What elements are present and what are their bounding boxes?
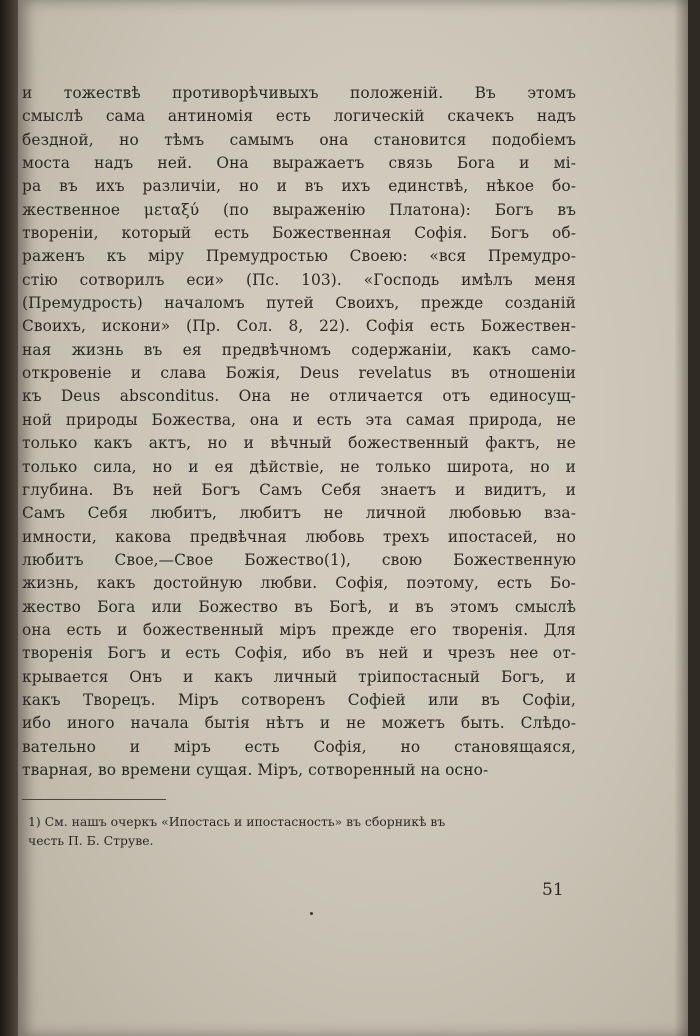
body-line: имности, какова предвѣчная любовь трехъ ипостасей, но bbox=[22, 527, 576, 546]
body-line: (Премудрость) началомъ путей Своихъ, прежде созданій bbox=[22, 294, 576, 313]
body-line: раженъ къ міру Премудростью Своею: «вся Премудро- bbox=[22, 247, 576, 266]
body-line: только сила, но и ея дѣйствіе, не только широта, но и bbox=[22, 457, 576, 476]
body-line: тварная, во времени сущая. Міръ, сотворенный на осно- bbox=[22, 760, 489, 779]
body-line: стію сотворилъ еси» (Пс. 103). «Господь имѣлъ меня bbox=[22, 270, 576, 289]
body-line: Самъ Себя любитъ, любитъ не личной любовью вза- bbox=[22, 504, 576, 523]
footnote-divider bbox=[22, 799, 166, 800]
body-line: только какъ актъ, но и вѣчный божественный фактъ, не bbox=[22, 434, 576, 453]
book-page bbox=[18, 0, 688, 1036]
body-line: ра въ ихъ различіи, но и въ ихъ единствѣ, нѣкое бо- bbox=[22, 177, 576, 196]
body-line: вательно и міръ есть Софія, но становящаяся, bbox=[22, 737, 576, 756]
body-line: какъ Творецъ. Міръ сотворенъ Софіей или въ Софіи, bbox=[22, 690, 576, 709]
body-line: она есть и божественный міръ прежде его творенія. Для bbox=[22, 620, 576, 639]
body-line: творенія Богъ и есть Софія, ибо въ ней и чрезъ нее от- bbox=[22, 644, 576, 663]
footnote bbox=[28, 812, 576, 850]
page-number: 51 bbox=[542, 880, 564, 900]
print-speck bbox=[310, 912, 313, 915]
body-line: Своихъ, искони» (Пр. Сол. 8, 22). Софія есть Божествен- bbox=[22, 317, 576, 336]
body-line: ная жизнь въ ея предвѣчномъ содержаніи, какъ само- bbox=[22, 340, 576, 359]
body-line: любитъ Свое,—Свое Божество(1), свою Божественную bbox=[22, 550, 576, 569]
body-text bbox=[22, 82, 576, 782]
body-line: крывается Онъ и какъ личный тріипостасный Богъ, и bbox=[22, 667, 576, 686]
body-line: жизнь, какъ достойную любви. Софія, поэтому, есть Бо- bbox=[22, 574, 576, 593]
body-line: смыслѣ сама антиномія есть логическій скачекъ надъ bbox=[22, 107, 576, 126]
body-line: откровеніе и слава Божія, Deus revelatus въ отношеніи bbox=[22, 364, 576, 383]
page-edge-shadow bbox=[674, 0, 688, 1036]
body-line: къ Deus absconditus. Она не отличается отъ единосущ- bbox=[22, 387, 576, 406]
footnote-line: честь П. Б. Струве. bbox=[28, 833, 154, 848]
body-line: жественное μεταξύ (по выраженію Платона): Богъ въ bbox=[22, 200, 576, 219]
body-line: бездной, но тѣмъ самымъ она становится подобіемъ bbox=[22, 130, 576, 149]
body-line: твореніи, который есть Божественная Софія. Богъ об- bbox=[22, 224, 576, 243]
body-line: и тожествѣ противорѣчивыхъ положеній. Въ этомъ bbox=[22, 84, 576, 102]
body-line: ибо иного начала бытія нѣтъ и не можетъ быть. Слѣдо- bbox=[22, 714, 576, 733]
footnote-line: 1) См. нашъ очеркъ «Ипостась и ипостасность» въ сборникѣ въ bbox=[28, 814, 446, 829]
body-line: моста надъ ней. Она выражаетъ связь Бога и мі- bbox=[22, 154, 576, 173]
body-line: глубина. Въ ней Богъ Самъ Себя знаетъ и видитъ, и bbox=[22, 480, 576, 499]
body-line: ной природы Божества, она и есть эта самая природа, не bbox=[22, 410, 576, 429]
body-line: жество Бога или Божество въ Богѣ, и въ этомъ смыслѣ bbox=[22, 597, 576, 616]
